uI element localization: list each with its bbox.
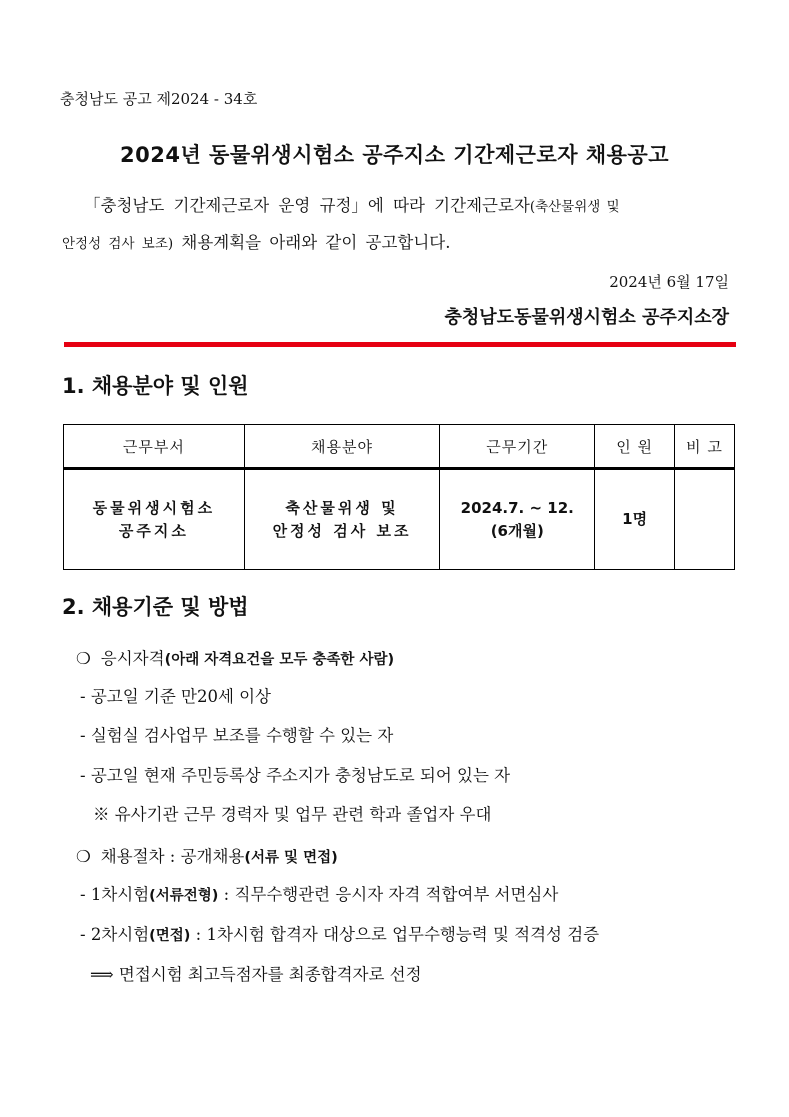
recruitment-table <box>63 424 735 570</box>
procedure-label: 채용절차 : 공개채용 <box>100 847 245 866</box>
circle-bullet-icon: ❍ <box>76 847 91 866</box>
procedure-heading <box>76 843 338 867</box>
qualification-item: - 실험실 검사업무 보조를 수행할 수 있는 자 <box>80 726 394 745</box>
period-line-1: 2024.7. ~ 12. <box>460 498 574 517</box>
dept-line-2: 공주지소 <box>118 521 189 540</box>
intro-line-1-main: 「충청남도 기간제근로자 운영 규정」에 따라 기간제근로자 <box>84 196 530 215</box>
final-selection: ⟹ 면접시험 최고득점자를 최종합격자로 선정 <box>90 965 422 984</box>
header-period: 근무기간 <box>440 425 595 469</box>
intro-line-2-small: 안정성 검사 보조) <box>62 236 174 252</box>
preference-note: ※ 유사기관 근무 경력자 및 업무 관련 학과 졸업자 우대 <box>93 805 492 824</box>
notice-date: 2024년 6월 17일 <box>609 273 729 291</box>
step-2-rest: : 1차시험 합격자 대상으로 업무수행능력 및 적격성 검증 <box>190 925 600 944</box>
qualification-item: - 공고일 현재 주민등록상 주소지가 충청남도로 되어 있는 자 <box>80 766 511 785</box>
table-row <box>64 469 735 570</box>
intro-line-1 <box>84 192 620 216</box>
qualification-label: 응시자격 <box>100 649 165 668</box>
notice-number: 충청남도 공고 제2024 - 34호 <box>60 90 258 108</box>
cell-period <box>440 469 595 570</box>
step-1-rest: : 직무수행관련 응시자 자격 적합여부 서면심사 <box>218 885 559 904</box>
intro-line-2-main: 채용계획을 아래와 같이 공고합니다. <box>173 233 451 252</box>
intro-line-2 <box>62 229 450 253</box>
step-2-prefix: - 2차시험 <box>80 925 150 944</box>
step-1-prefix: - 1차시험 <box>80 885 150 904</box>
procedure-label-bold: (서류 및 면접) <box>244 850 338 866</box>
qualification-heading <box>76 645 394 669</box>
qualification-item: - 공고일 기준 만20세 이상 <box>80 687 272 706</box>
field-line-2: 안정성 검사 보조 <box>272 521 412 540</box>
header-count: 인 원 <box>595 425 675 469</box>
circle-bullet-icon: ❍ <box>76 649 91 668</box>
section-1-heading: 1. 채용분야 및 인원 <box>62 374 249 398</box>
cell-count: 1명 <box>595 469 675 570</box>
table-header-row <box>64 425 735 469</box>
cell-note <box>675 469 735 570</box>
step-2-bold: (면접) <box>149 928 191 944</box>
signer: 충청남도동물위생시험소 공주지소장 <box>444 307 729 328</box>
intro-line-1-small: (축산물위생 및 <box>529 199 620 215</box>
header-field: 채용분야 <box>244 425 440 469</box>
page-title: 2024년 동물위생시험소 공주지소 기간제근로자 채용공고 <box>120 143 669 167</box>
qualification-label-bold: (아래 자격요건을 모두 충족한 사람) <box>164 652 395 668</box>
red-divider <box>64 342 736 347</box>
procedure-step-1 <box>80 881 558 905</box>
dept-line-1: 동물위생시험소 <box>92 498 216 517</box>
cell-dept <box>64 469 245 570</box>
field-line-1: 축산물위생 및 <box>285 498 399 517</box>
cell-field <box>244 469 440 570</box>
procedure-step-2 <box>80 921 599 945</box>
section-2-heading: 2. 채용기준 및 방법 <box>62 595 249 619</box>
header-dept: 근무부서 <box>64 425 245 469</box>
step-1-bold: (서류전형) <box>149 888 219 904</box>
period-line-2: (6개월) <box>490 521 544 540</box>
header-note: 비 고 <box>675 425 735 469</box>
